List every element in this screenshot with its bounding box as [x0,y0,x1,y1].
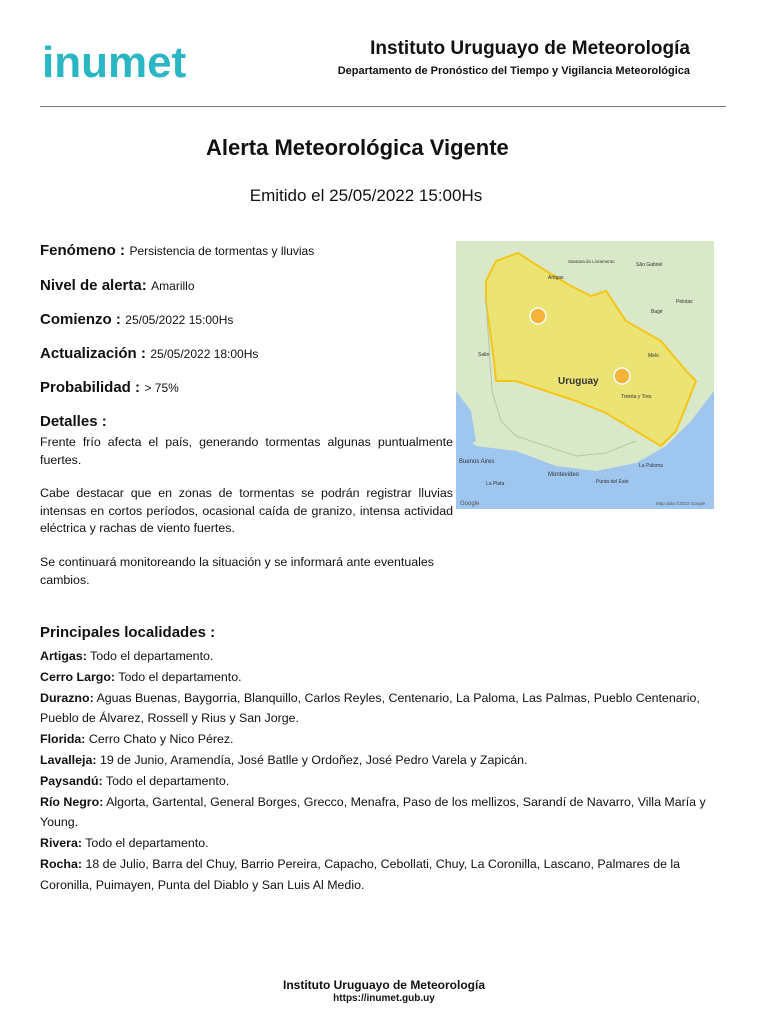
map-attribution: Map data ©2022 Google [656,501,706,506]
map-label-pelotas: Pelotas [676,299,693,305]
department-name: Rocha: [40,856,82,871]
map-label-artigas: Artigas [548,275,564,281]
map-label-buenos-aires: Buenos Aires [459,459,495,465]
department-name: Artigas: [40,649,87,663]
field-label: Comienzo : [40,311,121,328]
header-divider [40,106,726,107]
list-item [40,646,728,667]
emitted-date: Emitido el 25/05/2022 15:00Hs [249,186,483,205]
list-item [40,688,728,730]
map-label-bage: Bagé [651,309,663,315]
department-places: Algorta, Gartental, General Borges, Grecco, Menafra, Paso de los mellizos, Sarandí de Navarro, Villa María y Young. [40,794,706,830]
field-value: 25/05/2022 18:00Hs [150,347,259,361]
department-places: 18 de Julio, Barra del Chuy, Barrio Pereira, Capacho, Cebollati, Chuy, La Coronilla, Lascano, Palmares de la Coronilla, Puimayen, Punta del Diablo y San Luis Al Medio. [40,856,681,892]
field-value: 25/05/2022 15:00Hs [125,313,234,327]
field-value: Persistencia de tormentas y lluvias [129,244,315,258]
department-places: Todo el departamento. [118,669,242,684]
storm-icon [530,308,546,324]
field-label: Actualización : [40,345,146,362]
department-places: Aguas Buenas, Baygorria, Blanquillo, Carlos Reyles, Centenario, La Paloma, Las Palmas, Pueblo Centenario, Pueblo de Álvarez, Rossell y Rius y San Jorge. [40,690,700,726]
field-update [40,345,258,363]
details-paragraph: Cabe destacar que en zonas de tormentas se podrán registrar lluvias intensas en cortos períodos, ocasional caída de granizo, intensa actividad eléctrica y rachas de viento fuertes. [40,486,453,535]
department-name: Cerro Largo: [40,669,116,684]
field-phenomenon [40,242,314,260]
map-label-melo: Melo [648,353,659,359]
map-label-sao-gabriel: São Gabriel [636,262,663,268]
field-alert-level [40,277,195,295]
field-value: > 75% [144,381,179,395]
footer-url-link[interactable]: https://inumet.gub.uy [333,993,435,1004]
field-label: Nivel de alerta: [40,277,147,294]
department-name: Río Negro: [40,794,104,809]
field-value: Amarillo [151,279,195,293]
list-item [40,833,728,854]
institute-title: Instituto Uruguayo de Meteorología [370,38,690,59]
list-item [40,667,728,688]
field-label: Probabilidad : [40,379,141,396]
alert-title: Alerta Meteorológica Vigente [206,135,509,160]
department-name: Durazno: [40,690,94,705]
map-label-uruguay: Uruguay [558,376,599,387]
department-places: 19 de Junio, Aramendía, José Batlle y Ordoñez, José Pedro Varela y Zapicán. [99,752,528,767]
map-label-montevideo: Montevideo [548,472,580,478]
map-label-la-paloma: La Paloma [639,463,663,469]
map-label-santana: Santana do Livramento [568,259,615,264]
localities-list [40,646,728,896]
department-places: Cerro Chato y Nico Pérez. [88,732,234,747]
storm-icon [614,368,630,384]
list-item [40,750,728,771]
alert-map [456,241,714,509]
localities-title: Principales localidades : [40,624,216,641]
field-probability [40,379,179,397]
details-title: Detalles : [40,413,107,430]
map-label-punta-del-este: Punta del Este [596,479,629,485]
inumet-logo: inumet [42,38,187,87]
map-label-treinta-tres: Treinta y Tres [621,394,652,400]
map-label-salto: Salto [478,352,490,358]
list-item [40,854,728,896]
list-item [40,792,728,834]
google-logo: Google [460,501,480,507]
details-paragraph: Se continuará monitoreando la situación y se informará ante eventuales cambios. [40,555,434,587]
list-item [40,771,728,792]
department-places: Todo el departamento. [85,836,209,851]
list-item [40,729,728,750]
footer-institute: Instituto Uruguayo de Meteorología [282,978,485,992]
department-subtitle: Departamento de Pronóstico del Tiempo y Vigilancia Meteorológica [337,65,690,77]
department-name: Paysandú: [40,773,103,788]
department-places: Todo el departamento. [90,649,214,663]
details-paragraph: Frente frío afecta el país, generando tormentas algunas puntualmente fuertes. [40,435,453,467]
department-name: Lavalleja: [40,752,97,767]
department-name: Florida: [40,732,86,747]
department-places: Todo el departamento. [105,773,230,788]
field-start [40,311,233,329]
field-label: Fenómeno : [40,242,125,259]
map-label-la-plata: La Plata [486,481,505,487]
department-name: Rivera: [40,836,83,851]
